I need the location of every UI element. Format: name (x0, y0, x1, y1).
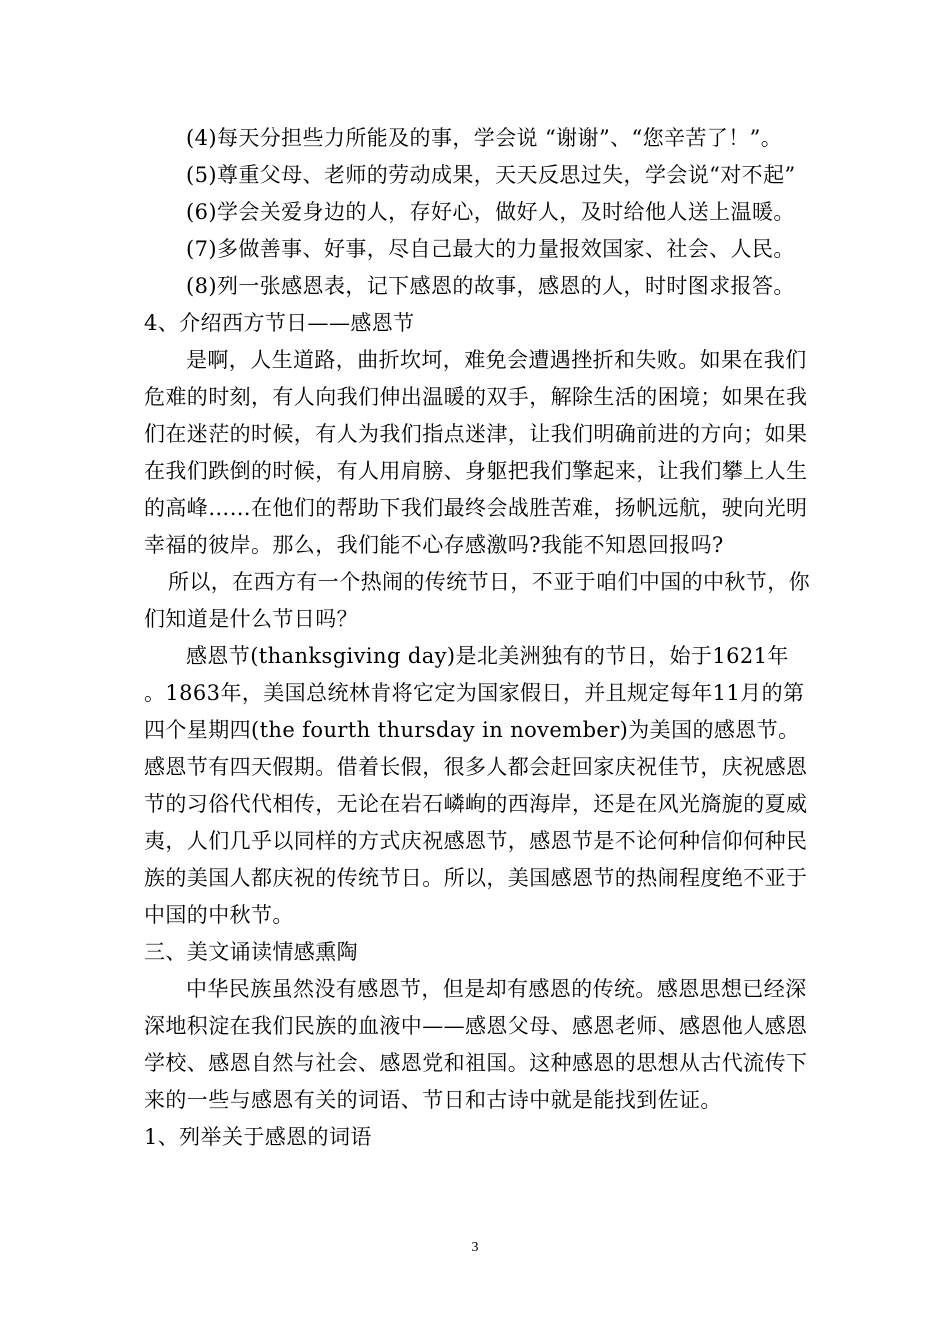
section-heading-words: 1、列举关于感恩的词语 (144, 1125, 372, 1149)
paragraph-thanksgiving-history: 感恩节(thanksgiving day)是北美洲独有的节日，始于1621年 。1863年，美国总统林肯将它定为国家假日，并且规定每年11月的第四个星期四(the fourth thursday in november)为美国的感恩节。感恩节有四天假期。借着长假，很多人都会赶回家庆祝佳节，庆祝感恩节的习俗代代相传，无论在岩石嶙峋的西海岸，还是在风光旖旎的夏威夷，人们几乎以同样的方式庆祝感恩节，感恩节是不论何种信仰何种民族的美国人都庆祝的传统节日。所以，美国感恩节的热闹程度绝不亚于中国的中秋节。 (144, 644, 808, 927)
paragraph-life-road: 是啊，人生道路，曲折坎坷，难免会遭遇挫折和失败。如果在我们危难的时刻，有人向我们伸出温暖的双手，解除生活的困境；如果在我们在迷茫的时候，有人为我们指点迷津，让我们明确前进的方向；如果在我们跌倒的时候，有人用肩膀、身躯把我们擎起来，让我们攀上人生的高峰……在他们的帮助下我们最终会战胜苦难，扬帆远航，驶向光明幸福的彼岸。那么，我们能不心存感激吗?我能不知恩回报吗? (144, 348, 808, 557)
document-body (144, 120, 812, 1156)
paragraph-item-4: (4)每天分担些力所能及的事，学会说 “谢谢”、“您辛苦了！”。 (186, 126, 783, 150)
paragraph-chinese-tradition: 中华民族虽然没有感恩节，但是却有感恩的传统。感恩思想已经深深地积淀在我们民族的血液中——感恩父母、感恩老师、感恩他人感恩学校、感恩自然与社会、感恩党和祖国。这种感恩的思想从古代流传下来的一些与感恩有关的词语、节日和古诗中就是能找到佐证。 (144, 977, 808, 1112)
section-heading-thanksgiving: 4、介绍西方节日——感恩节 (144, 311, 415, 335)
paragraph-item-6: (6)学会关爱身边的人，存好心，做好人，及时给他人送上温暖。 (186, 200, 795, 224)
paragraph-item-7: (7)多做善事、好事，尽自己最大的力量报效国家、社会、人民。 (186, 237, 795, 261)
paragraph-western-festival: 所以，在西方有一个热闹的传统节日，不亚于咱们中国的中秋节，你们知道是什么节日吗？ (144, 570, 810, 631)
paragraph-item-8: (8)列一张感恩表，记下感恩的故事，感恩的人，时时图求报答。 (186, 274, 795, 298)
section-heading-reading: 三、美文诵读情感熏陶 (144, 940, 358, 964)
page-number: 3 (471, 1240, 479, 1255)
paragraph-item-5: (5)尊重父母、老师的劳动成果，天天反思过失，学会说“对不起” (186, 163, 796, 187)
